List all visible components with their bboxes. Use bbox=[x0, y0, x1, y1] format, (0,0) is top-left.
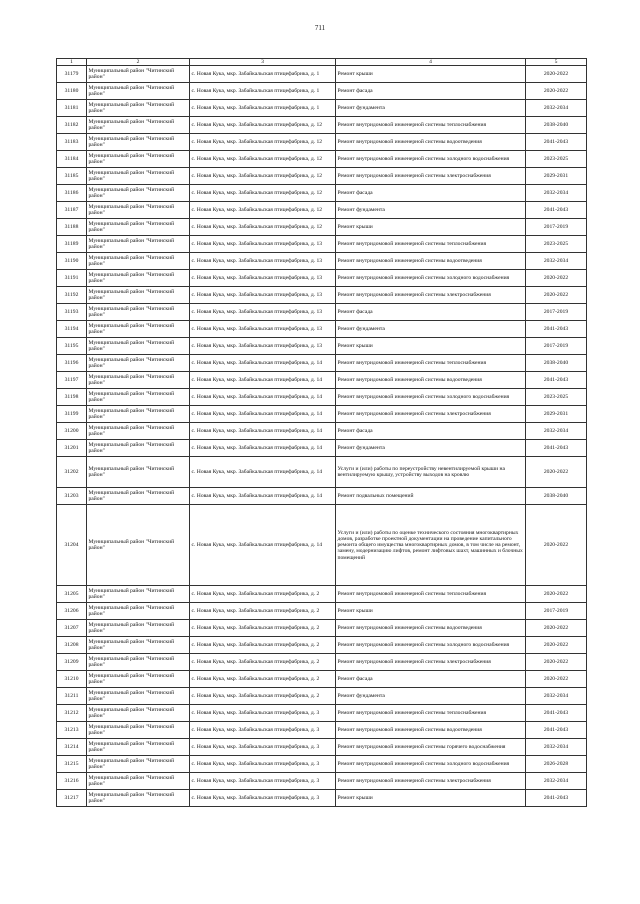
work-type-cell: Ремонт внутридомовой инженерной системы теплоснабжения bbox=[336, 236, 526, 253]
period-cell: 2038-2040 bbox=[526, 117, 587, 134]
period-cell: 2020-2022 bbox=[526, 654, 587, 671]
row-number: 31180 bbox=[57, 83, 87, 100]
period-cell: 2020-2022 bbox=[526, 287, 587, 304]
table-row bbox=[57, 134, 587, 151]
address-cell: с. Новая Кука, мкр. Забайкальская птицефабрика, д. 13 bbox=[190, 304, 336, 321]
municipality-cell: Муниципальный район "Читинский район" bbox=[87, 705, 190, 722]
work-type-cell: Ремонт фасада bbox=[336, 304, 526, 321]
period-cell: 2029-2031 bbox=[526, 406, 587, 423]
table-row bbox=[57, 739, 587, 756]
municipality-cell: Муниципальный район "Читинский район" bbox=[87, 270, 190, 287]
period-cell: 2041-2043 bbox=[526, 134, 587, 151]
table-row bbox=[57, 372, 587, 389]
address-cell: с. Новая Кука, мкр. Забайкальская птицефабрика, д. 1 bbox=[190, 83, 336, 100]
work-type-cell: Ремонт крыши bbox=[336, 603, 526, 620]
municipality-cell: Муниципальный район "Читинский район" bbox=[87, 83, 190, 100]
period-cell: 2029-2031 bbox=[526, 168, 587, 185]
work-type-cell: Ремонт фундамента bbox=[336, 440, 526, 457]
table-row bbox=[57, 304, 587, 321]
period-cell: 2020-2022 bbox=[526, 83, 587, 100]
work-type-cell: Ремонт внутридомовой инженерной системы водоотведения bbox=[336, 722, 526, 739]
header-col-2: 2 bbox=[87, 59, 190, 66]
header-col-1: 1 bbox=[57, 59, 87, 66]
row-number: 31208 bbox=[57, 637, 87, 654]
row-number: 31197 bbox=[57, 372, 87, 389]
period-cell: 2026-2028 bbox=[526, 756, 587, 773]
row-number: 31190 bbox=[57, 253, 87, 270]
municipality-cell: Муниципальный район "Читинский район" bbox=[87, 372, 190, 389]
municipality-cell: Муниципальный район "Читинский район" bbox=[87, 287, 190, 304]
table-header bbox=[57, 59, 587, 66]
municipality-cell: Муниципальный район "Читинский район" bbox=[87, 338, 190, 355]
table-row bbox=[57, 253, 587, 270]
period-cell: 2032-2034 bbox=[526, 100, 587, 117]
municipality-cell: Муниципальный район "Читинский район" bbox=[87, 406, 190, 423]
row-number: 31187 bbox=[57, 202, 87, 219]
table-row bbox=[57, 66, 587, 83]
work-type-cell: Ремонт фундамента bbox=[336, 100, 526, 117]
municipality-cell: Муниципальный район "Читинский район" bbox=[87, 151, 190, 168]
municipality-cell: Муниципальный район "Читинский район" bbox=[87, 185, 190, 202]
table-row bbox=[57, 457, 587, 488]
table-row bbox=[57, 671, 587, 688]
table-row bbox=[57, 790, 587, 807]
work-type-cell: Ремонт крыши bbox=[336, 66, 526, 83]
address-cell: с. Новая Кука, мкр. Забайкальская птицефабрика, д. 14 bbox=[190, 505, 336, 586]
row-number: 31192 bbox=[57, 287, 87, 304]
period-cell: 2032-2034 bbox=[526, 423, 587, 440]
table-row bbox=[57, 603, 587, 620]
municipality-cell: Муниципальный район "Читинский район" bbox=[87, 66, 190, 83]
table-row bbox=[57, 202, 587, 219]
repair-schedule-table bbox=[56, 58, 587, 807]
municipality-cell: Муниципальный район "Читинский район" bbox=[87, 722, 190, 739]
municipality-cell: Муниципальный район "Читинский район" bbox=[87, 603, 190, 620]
table-row bbox=[57, 185, 587, 202]
municipality-cell: Муниципальный район "Читинский район" bbox=[87, 202, 190, 219]
address-cell: с. Новая Кука, мкр. Забайкальская птицефабрика, д. 2 bbox=[190, 586, 336, 603]
page-number: 711 bbox=[314, 24, 326, 32]
period-cell: 2020-2022 bbox=[526, 457, 587, 488]
work-type-cell: Ремонт внутридомовой инженерной системы электроснабжения bbox=[336, 168, 526, 185]
table-row bbox=[57, 287, 587, 304]
row-number: 31198 bbox=[57, 389, 87, 406]
table-row bbox=[57, 488, 587, 505]
address-cell: с. Новая Кука, мкр. Забайкальская птицефабрика, д. 1 bbox=[190, 100, 336, 117]
row-number: 31211 bbox=[57, 688, 87, 705]
municipality-cell: Муниципальный район "Читинский район" bbox=[87, 586, 190, 603]
table-row bbox=[57, 100, 587, 117]
table-row bbox=[57, 355, 587, 372]
work-type-cell: Ремонт фасада bbox=[336, 423, 526, 440]
header-col-5: 5 bbox=[526, 59, 587, 66]
address-cell: с. Новая Кука, мкр. Забайкальская птицефабрика, д. 3 bbox=[190, 773, 336, 790]
address-cell: с. Новая Кука, мкр. Забайкальская птицефабрика, д. 13 bbox=[190, 338, 336, 355]
work-type-cell: Ремонт внутридомовой инженерной системы водоотведения bbox=[336, 372, 526, 389]
address-cell: с. Новая Кука, мкр. Забайкальская птицефабрика, д. 2 bbox=[190, 603, 336, 620]
row-number: 31216 bbox=[57, 773, 87, 790]
municipality-cell: Муниципальный район "Читинский район" bbox=[87, 773, 190, 790]
table-row bbox=[57, 505, 587, 586]
period-cell: 2020-2022 bbox=[526, 505, 587, 586]
address-cell: с. Новая Кука, мкр. Забайкальская птицефабрика, д. 2 bbox=[190, 654, 336, 671]
work-type-cell: Ремонт внутридомовой инженерной системы водоотведения bbox=[336, 620, 526, 637]
table-row bbox=[57, 722, 587, 739]
row-number: 31182 bbox=[57, 117, 87, 134]
municipality-cell: Муниципальный район "Читинский район" bbox=[87, 620, 190, 637]
period-cell: 2020-2022 bbox=[526, 671, 587, 688]
address-cell: с. Новая Кука, мкр. Забайкальская птицефабрика, д. 14 bbox=[190, 406, 336, 423]
address-cell: с. Новая Кука, мкр. Забайкальская птицефабрика, д. 14 bbox=[190, 488, 336, 505]
period-cell: 2023-2025 bbox=[526, 389, 587, 406]
address-cell: с. Новая Кука, мкр. Забайкальская птицефабрика, д. 2 bbox=[190, 620, 336, 637]
period-cell: 2017-2019 bbox=[526, 219, 587, 236]
municipality-cell: Муниципальный район "Читинский район" bbox=[87, 117, 190, 134]
work-type-cell: Ремонт внутридомовой инженерной системы водоотведения bbox=[336, 134, 526, 151]
work-type-cell: Ремонт фундамента bbox=[336, 202, 526, 219]
work-type-cell: Ремонт внутридомовой инженерной системы теплоснабжения bbox=[336, 355, 526, 372]
header-col-3: 3 bbox=[190, 59, 336, 66]
address-cell: с. Новая Кука, мкр. Забайкальская птицефабрика, д. 12 bbox=[190, 117, 336, 134]
address-cell: с. Новая Кука, мкр. Забайкальская птицефабрика, д. 12 bbox=[190, 202, 336, 219]
work-type-cell: Ремонт фасада bbox=[336, 671, 526, 688]
table-row bbox=[57, 321, 587, 338]
work-type-cell: Услуги и (или) работы по оценке технического состояния многоквартирных домов, разработке проектной документации на проведение капитального ремонта общего имущества многоквартирных домов, в том числе на ремонт, замену, модернизацию лифтов, ремонт лифтовых шахт, машинных и блочных помещений bbox=[336, 505, 526, 586]
row-number: 31200 bbox=[57, 423, 87, 440]
row-number: 31199 bbox=[57, 406, 87, 423]
row-number: 31186 bbox=[57, 185, 87, 202]
address-cell: с. Новая Кука, мкр. Забайкальская птицефабрика, д. 14 bbox=[190, 389, 336, 406]
table-row bbox=[57, 705, 587, 722]
period-cell: 2041-2043 bbox=[526, 440, 587, 457]
table-row bbox=[57, 440, 587, 457]
table-row bbox=[57, 219, 587, 236]
table-row bbox=[57, 773, 587, 790]
municipality-cell: Муниципальный район "Читинский район" bbox=[87, 488, 190, 505]
address-cell: с. Новая Кука, мкр. Забайкальская птицефабрика, д. 3 bbox=[190, 705, 336, 722]
work-type-cell: Ремонт внутридомовой инженерной системы холодного водоснабжения bbox=[336, 756, 526, 773]
municipality-cell: Муниципальный район "Читинский район" bbox=[87, 739, 190, 756]
table-row bbox=[57, 389, 587, 406]
row-number: 31210 bbox=[57, 671, 87, 688]
municipality-cell: Муниципальный район "Читинский район" bbox=[87, 688, 190, 705]
address-cell: с. Новая Кука, мкр. Забайкальская птицефабрика, д. 12 bbox=[190, 151, 336, 168]
row-number: 31189 bbox=[57, 236, 87, 253]
row-number: 31207 bbox=[57, 620, 87, 637]
period-cell: 2041-2043 bbox=[526, 202, 587, 219]
row-number: 31181 bbox=[57, 100, 87, 117]
address-cell: с. Новая Кука, мкр. Забайкальская птицефабрика, д. 13 bbox=[190, 270, 336, 287]
table-row bbox=[57, 151, 587, 168]
period-cell: 2023-2025 bbox=[526, 236, 587, 253]
work-type-cell: Ремонт крыши bbox=[336, 790, 526, 807]
row-number: 31206 bbox=[57, 603, 87, 620]
period-cell: 2023-2025 bbox=[526, 151, 587, 168]
municipality-cell: Муниципальный район "Читинский район" bbox=[87, 671, 190, 688]
work-type-cell: Ремонт внутридомовой инженерной системы электроснабжения bbox=[336, 654, 526, 671]
row-number: 31204 bbox=[57, 505, 87, 586]
work-type-cell: Ремонт внутридомовой инженерной системы электроснабжения bbox=[336, 406, 526, 423]
municipality-cell: Муниципальный район "Читинский район" bbox=[87, 389, 190, 406]
work-type-cell: Ремонт фасада bbox=[336, 185, 526, 202]
work-type-cell: Ремонт крыши bbox=[336, 219, 526, 236]
period-cell: 2041-2043 bbox=[526, 705, 587, 722]
municipality-cell: Муниципальный район "Читинский район" bbox=[87, 100, 190, 117]
address-cell: с. Новая Кука, мкр. Забайкальская птицефабрика, д. 1 bbox=[190, 66, 336, 83]
table-row bbox=[57, 338, 587, 355]
row-number: 31179 bbox=[57, 66, 87, 83]
row-number: 31196 bbox=[57, 355, 87, 372]
table-row bbox=[57, 654, 587, 671]
table-row bbox=[57, 637, 587, 654]
row-number: 31203 bbox=[57, 488, 87, 505]
address-cell: с. Новая Кука, мкр. Забайкальская птицефабрика, д. 3 bbox=[190, 756, 336, 773]
period-cell: 2041-2043 bbox=[526, 722, 587, 739]
municipality-cell: Муниципальный район "Читинский район" bbox=[87, 637, 190, 654]
table-row bbox=[57, 168, 587, 185]
municipality-cell: Муниципальный район "Читинский район" bbox=[87, 654, 190, 671]
row-number: 31202 bbox=[57, 457, 87, 488]
header-row bbox=[57, 59, 587, 66]
row-number: 31193 bbox=[57, 304, 87, 321]
period-cell: 2017-2019 bbox=[526, 304, 587, 321]
row-number: 31185 bbox=[57, 168, 87, 185]
address-cell: с. Новая Кука, мкр. Забайкальская птицефабрика, д. 13 bbox=[190, 287, 336, 304]
work-type-cell: Ремонт фундамента bbox=[336, 688, 526, 705]
period-cell: 2041-2043 bbox=[526, 790, 587, 807]
work-type-cell: Ремонт крыши bbox=[336, 338, 526, 355]
period-cell: 2038-2040 bbox=[526, 355, 587, 372]
municipality-cell: Муниципальный район "Читинский район" bbox=[87, 440, 190, 457]
period-cell: 2020-2022 bbox=[526, 637, 587, 654]
address-cell: с. Новая Кука, мкр. Забайкальская птицефабрика, д. 12 bbox=[190, 134, 336, 151]
address-cell: с. Новая Кука, мкр. Забайкальская птицефабрика, д. 12 bbox=[190, 219, 336, 236]
work-type-cell: Ремонт внутридомовой инженерной системы электроснабжения bbox=[336, 773, 526, 790]
address-cell: с. Новая Кука, мкр. Забайкальская птицефабрика, д. 14 bbox=[190, 457, 336, 488]
table-row bbox=[57, 620, 587, 637]
row-number: 31195 bbox=[57, 338, 87, 355]
work-type-cell: Ремонт подвальных помещений bbox=[336, 488, 526, 505]
municipality-cell: Муниципальный район "Читинский район" bbox=[87, 321, 190, 338]
address-cell: с. Новая Кука, мкр. Забайкальская птицефабрика, д. 14 bbox=[190, 355, 336, 372]
period-cell: 2020-2022 bbox=[526, 66, 587, 83]
row-number: 31213 bbox=[57, 722, 87, 739]
work-type-cell: Ремонт внутридомовой инженерной системы теплоснабжения bbox=[336, 586, 526, 603]
table-row bbox=[57, 236, 587, 253]
row-number: 31184 bbox=[57, 151, 87, 168]
address-cell: с. Новая Кука, мкр. Забайкальская птицефабрика, д. 14 bbox=[190, 423, 336, 440]
row-number: 31212 bbox=[57, 705, 87, 722]
table-row bbox=[57, 83, 587, 100]
work-type-cell: Услуги и (или) работы по переустройству невентилируемой крыши на вентилируемую крышу, устройству выходов на кровлю bbox=[336, 457, 526, 488]
table-body bbox=[57, 66, 587, 807]
address-cell: с. Новая Кука, мкр. Забайкальская птицефабрика, д. 3 bbox=[190, 790, 336, 807]
period-cell: 2032-2034 bbox=[526, 739, 587, 756]
address-cell: с. Новая Кука, мкр. Забайкальская птицефабрика, д. 13 bbox=[190, 321, 336, 338]
work-type-cell: Ремонт внутридомовой инженерной системы теплоснабжения bbox=[336, 705, 526, 722]
table-row bbox=[57, 406, 587, 423]
period-cell: 2017-2019 bbox=[526, 338, 587, 355]
address-cell: с. Новая Кука, мкр. Забайкальская птицефабрика, д. 3 bbox=[190, 739, 336, 756]
work-type-cell: Ремонт внутридомовой инженерной системы холодного водоснабжения bbox=[336, 270, 526, 287]
table-row bbox=[57, 117, 587, 134]
address-cell: с. Новая Кука, мкр. Забайкальская птицефабрика, д. 2 bbox=[190, 688, 336, 705]
period-cell: 2032-2034 bbox=[526, 773, 587, 790]
address-cell: с. Новая Кука, мкр. Забайкальская птицефабрика, д. 13 bbox=[190, 236, 336, 253]
municipality-cell: Муниципальный район "Читинский район" bbox=[87, 236, 190, 253]
period-cell: 2041-2043 bbox=[526, 372, 587, 389]
address-cell: с. Новая Кука, мкр. Забайкальская птицефабрика, д. 3 bbox=[190, 722, 336, 739]
municipality-cell: Муниципальный район "Читинский район" bbox=[87, 457, 190, 488]
header-col-4: 4 bbox=[336, 59, 526, 66]
period-cell: 2020-2022 bbox=[526, 270, 587, 287]
municipality-cell: Муниципальный район "Читинский район" bbox=[87, 253, 190, 270]
work-type-cell: Ремонт внутридомовой инженерной системы горячего водоснабжения bbox=[336, 739, 526, 756]
address-cell: с. Новая Кука, мкр. Забайкальская птицефабрика, д. 13 bbox=[190, 253, 336, 270]
row-number: 31215 bbox=[57, 756, 87, 773]
work-type-cell: Ремонт фасада bbox=[336, 83, 526, 100]
period-cell: 2032-2034 bbox=[526, 253, 587, 270]
address-cell: с. Новая Кука, мкр. Забайкальская птицефабрика, д. 14 bbox=[190, 440, 336, 457]
municipality-cell: Муниципальный район "Читинский район" bbox=[87, 756, 190, 773]
work-type-cell: Ремонт внутридомовой инженерной системы теплоснабжения bbox=[336, 117, 526, 134]
row-number: 31188 bbox=[57, 219, 87, 236]
row-number: 31209 bbox=[57, 654, 87, 671]
address-cell: с. Новая Кука, мкр. Забайкальская птицефабрика, д. 12 bbox=[190, 168, 336, 185]
municipality-cell: Муниципальный район "Читинский район" bbox=[87, 219, 190, 236]
row-number: 31205 bbox=[57, 586, 87, 603]
municipality-cell: Муниципальный район "Читинский район" bbox=[87, 168, 190, 185]
address-cell: с. Новая Кука, мкр. Забайкальская птицефабрика, д. 2 bbox=[190, 671, 336, 688]
row-number: 31183 bbox=[57, 134, 87, 151]
table-row bbox=[57, 270, 587, 287]
row-number: 31214 bbox=[57, 739, 87, 756]
period-cell: 2038-2040 bbox=[526, 488, 587, 505]
work-type-cell: Ремонт внутридомовой инженерной системы холодного водоснабжения bbox=[336, 637, 526, 654]
address-cell: с. Новая Кука, мкр. Забайкальская птицефабрика, д. 14 bbox=[190, 372, 336, 389]
municipality-cell: Муниципальный район "Читинский район" bbox=[87, 790, 190, 807]
work-type-cell: Ремонт внутридомовой инженерной системы водоотведения bbox=[336, 253, 526, 270]
work-type-cell: Ремонт внутридомовой инженерной системы холодного водоснабжения bbox=[336, 151, 526, 168]
address-cell: с. Новая Кука, мкр. Забайкальская птицефабрика, д. 12 bbox=[190, 185, 336, 202]
period-cell: 2020-2022 bbox=[526, 620, 587, 637]
table-row bbox=[57, 688, 587, 705]
period-cell: 2032-2034 bbox=[526, 185, 587, 202]
table-row bbox=[57, 586, 587, 603]
table-row bbox=[57, 756, 587, 773]
row-number: 31217 bbox=[57, 790, 87, 807]
municipality-cell: Муниципальный район "Читинский район" bbox=[87, 304, 190, 321]
table-row bbox=[57, 423, 587, 440]
period-cell: 2032-2034 bbox=[526, 688, 587, 705]
row-number: 31191 bbox=[57, 270, 87, 287]
period-cell: 2020-2022 bbox=[526, 586, 587, 603]
work-type-cell: Ремонт внутридомовой инженерной системы электроснабжения bbox=[336, 287, 526, 304]
municipality-cell: Муниципальный район "Читинский район" bbox=[87, 505, 190, 586]
municipality-cell: Муниципальный район "Читинский район" bbox=[87, 355, 190, 372]
municipality-cell: Муниципальный район "Читинский район" bbox=[87, 134, 190, 151]
period-cell: 2017-2019 bbox=[526, 603, 587, 620]
row-number: 31194 bbox=[57, 321, 87, 338]
period-cell: 2041-2043 bbox=[526, 321, 587, 338]
address-cell: с. Новая Кука, мкр. Забайкальская птицефабрика, д. 2 bbox=[190, 637, 336, 654]
work-type-cell: Ремонт внутридомовой инженерной системы холодного водоснабжения bbox=[336, 389, 526, 406]
row-number: 31201 bbox=[57, 440, 87, 457]
work-type-cell: Ремонт фундамента bbox=[336, 321, 526, 338]
municipality-cell: Муниципальный район "Читинский район" bbox=[87, 423, 190, 440]
